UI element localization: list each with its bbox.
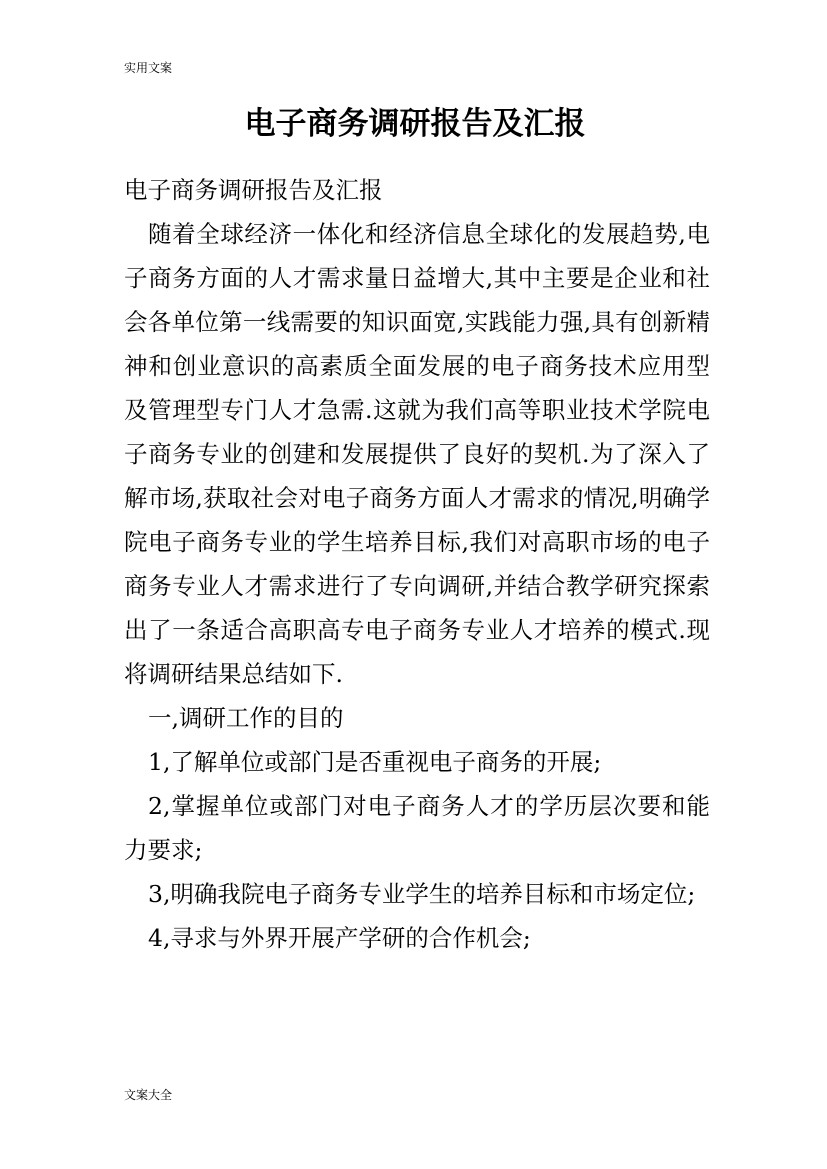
page-footer-label: 文案大全 xyxy=(124,1088,173,1102)
list-item: 3,明确我院电子商务专业学生的培养目标和市场定位; xyxy=(148,880,696,908)
intro-paragraph: 随着全球经济一体化和经济信息全球化的发展趋势,电子商务方面的人才需求量日益增大,其中主要是企业和社会各单位第一线需要的知识面宽,实践能力强,具有创新精神和创业意识的高素质全面发展的电子商务技术应用型及管理型专门人才急需.这就为我们高等职业技术学院电子商务专业的创建和发展提供了良好的契机.为了深入了解市场,获取社会对电子商务方面人才需求的情况,明确学院电子商务专业的学生培养目标,我们对高职市场的电子商务专业人才需求进行了专向调研,并结合教学研究探索出了一条适合高职高专电子商务专业人才培养的模式.现将调研结果总结如下. xyxy=(124,220,710,688)
document-title: 电子商务调研报告及汇报 xyxy=(244,106,586,142)
list-item: 2,掌握单位或部门对电子商务人才的学历层次要和能力要求; xyxy=(124,792,710,864)
document-body xyxy=(124,168,710,960)
page-header-label: 实用文案 xyxy=(124,61,173,75)
document-subtitle: 电子商务调研报告及汇报 xyxy=(124,176,383,204)
list-item: 1,了解单位或部门是否重视电子商务的开展; xyxy=(148,748,602,776)
section-heading: 一,调研工作的目的 xyxy=(148,704,344,732)
list-item: 4,寻求与外界开展产学研的合作机会; xyxy=(148,924,531,952)
